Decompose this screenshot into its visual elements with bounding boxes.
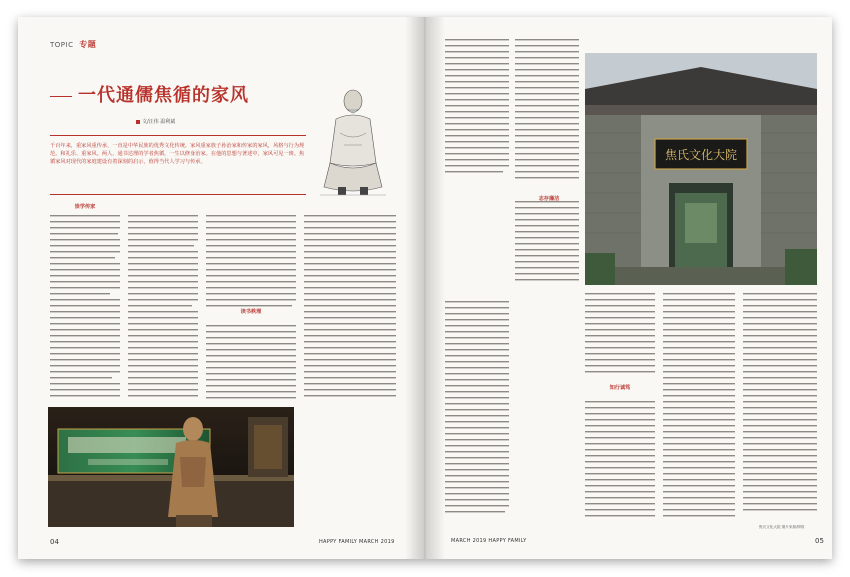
- statue-photo-drawing: [48, 407, 294, 527]
- left-column-1: [50, 201, 120, 213]
- byline: 文/汪伟 温利斌: [136, 118, 175, 125]
- subhead-dushu: 读书秩理: [240, 309, 262, 315]
- title-rule: [50, 96, 72, 97]
- topic-label: TOPIC 专题: [50, 40, 97, 49]
- left-folio: [50, 538, 395, 546]
- byline-marker: [136, 120, 140, 124]
- page-number-right: 05: [815, 537, 824, 545]
- lead-paragraph: 千百年来，重家风重传承，一直是中华民族的优秀文化传统。家风重家族子孙治家和传家的家风，风格与行为规范。和礼乐、重家风。两人，通书达理的学者焦循，一生以修身治家。在他的思想与著述中，家风可见一斑。焦循家风对现代的家庭建设有着深刻的启示，值得当代人学习与传承。: [50, 143, 305, 165]
- magazine-name-right: MARCH 2019 HAPPY FAMILY: [451, 538, 527, 544]
- right-folio: [445, 537, 824, 545]
- culture-courtyard-photo: [585, 53, 817, 285]
- subhead-zhixing: 知行诚笃: [609, 385, 631, 391]
- courtyard-gate-drawing: [585, 53, 817, 285]
- topic-cn: 专题: [79, 40, 97, 49]
- magazine-name-left: HAPPY FAMILY MARCH 2019: [319, 539, 395, 545]
- magazine-spread: [18, 17, 832, 559]
- subhead-zhicun: 志存廉洁: [538, 196, 560, 202]
- lead-rule-bottom: [50, 194, 306, 195]
- right-page: [425, 17, 832, 559]
- body-text-lines-left: [50, 215, 400, 403]
- statue-photo: [48, 407, 294, 527]
- body-text-lines-right-lower: [585, 293, 817, 523]
- lead-rule-top: [50, 135, 306, 136]
- scholar-portrait-illustration: [308, 83, 398, 201]
- body-text-lines-right-left: [445, 39, 585, 519]
- page-number-left: 04: [50, 538, 59, 546]
- left-page: [18, 17, 425, 559]
- photo-caption: 焦氏文化大院 图片来源/网络: [759, 525, 805, 529]
- plaque-text: 焦氏文化大院: [664, 148, 738, 162]
- article-title: 一代通儒焦循的家风: [78, 85, 249, 106]
- subhead-chongxue: 崇学传家: [74, 204, 96, 210]
